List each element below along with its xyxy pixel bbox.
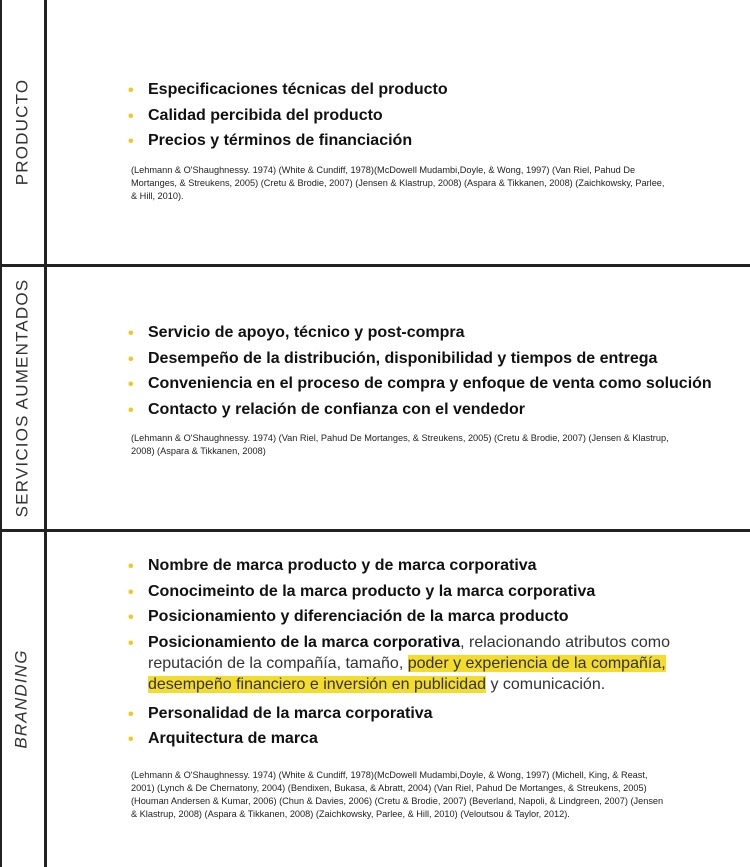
list-item: • Especificaciones técnicas del producto <box>128 81 448 99</box>
list-item: • Contacto y relación de confianza con el vendedor <box>128 400 525 419</box>
producto-references: (Lehmann & O'Shaughnessy. 1974) (White & Cundiff, 1978)(McDowell Mudambi,Doyle, & Wong, 1997) (Van Riel, Pahud De Mortanges, & Streukens, 2005) (Cretu & Brodie, 2007) (Jensen & Klastrup, 2008) (Aspara & Tikkanen, 2008) (Zaichkowsky, Parlee, & Hill, 2010). <box>131 165 665 201</box>
list-item: • Nombre de marca producto y de marca corporativa <box>128 557 537 575</box>
section-label-branding: BRANDING <box>12 649 31 749</box>
list-item: • Conocimeinto de la marca producto y la marca corporativa <box>128 582 596 601</box>
bullet-icon: • <box>128 558 134 575</box>
section-servicios-aumentados <box>0 266 750 529</box>
bullet-icon: • <box>128 583 134 601</box>
section-producto <box>0 0 750 264</box>
section-label-producto: PRODUCTO <box>12 78 32 186</box>
list-item: • Servicio de apoyo, técnico y post-compra <box>128 324 465 342</box>
bullet-icon: • <box>128 401 134 419</box>
producto-bullet-list <box>128 79 728 156</box>
list-item: • Posicionamiento y diferenciación de la marca producto <box>128 608 569 626</box>
branding-references: (Lehmann & O'Shaughnessy. 1974) (White & Cundiff, 1978)(McDowell Mudambi,Doyle, & Wong, 1997) (Michell, King, & Reast, 2001) (Lynch & De Chernatony, 2004) (Bendixen, Bukasa, & Abratt, 2004) (Van Riel, Pahud De Mortanges, & Streukens, 2005) (Houman Andersen & Kumar, 2006) (Chun & Davies, 2006) (Cretu & Brodie, 2007) (Beverland, Napoli, & Lindgreen, 2007) (Jensen & Klastrup, 2008) (Aspara & Tikkanen, 2008) (Zaichkowsky, Parlee, & Hill, 2010) (Veloutsou & Taylor, 2012). <box>131 770 664 819</box>
bullet-icon: • <box>128 705 134 723</box>
bullet-icon: • <box>128 350 134 368</box>
bullet-icon: • <box>128 133 134 150</box>
servicios-bullet-list <box>128 322 728 424</box>
servicios-references: (Lehmann & O'Shaughnessy. 1974) (Van Riel, Pahud De Mortanges, & Streukens, 2005) (Cretu & Brodie, 2007) (Jensen & Klastrup, 2008) (Aspara & Tikkanen, 2008) <box>131 433 669 456</box>
list-item: • Calidad percibida del producto <box>128 106 383 125</box>
bullet-icon: • <box>128 731 134 748</box>
bullet-icon: • <box>128 609 134 626</box>
highlighted-text: poder y experiencia de la compañía, desempeño financiero e inversión en publicidad <box>148 654 666 693</box>
list-item: • Posicionamiento de la marca corporativa, relacionando atributos como reputación de la compañía, tamaño, poder y experiencia de la compañía, desempeño financiero e inversión en publicidad y comunicación. <box>128 633 671 693</box>
list-item: • Personalidad de la marca corporativa <box>128 704 433 723</box>
list-item: • Arquitectura de marca <box>128 730 318 748</box>
section-branding <box>0 531 750 867</box>
list-item: • Precios y términos de financiación <box>128 132 413 150</box>
section-label-servicios: SERVICIOS AUMENTADOS <box>12 278 31 517</box>
bullet-icon: • <box>128 82 134 99</box>
bullet-icon: • <box>128 107 134 125</box>
list-item: • Conveniencia en el proceso de compra y enfoque de venta como solución <box>128 375 712 393</box>
bullet-icon: • <box>128 325 134 342</box>
bullet-icon: • <box>128 634 134 652</box>
list-item: • Desempeño de la distribución, disponibilidad y tiempos de entrega <box>128 349 658 368</box>
bullet-icon: • <box>128 376 134 393</box>
branding-bullet-list <box>128 555 728 754</box>
